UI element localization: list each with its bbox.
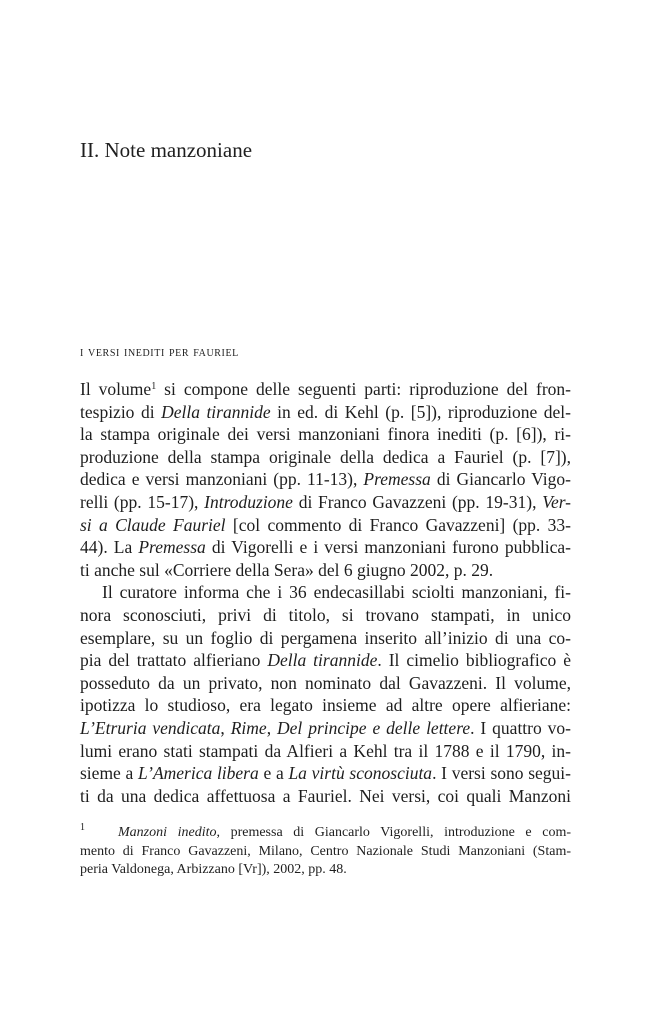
text-run: la stampa originale dei versi manzoniani finora inediti (p. [6]), ri- — [80, 424, 571, 445]
text-line — [80, 401, 571, 424]
italic-title: Premessa — [138, 537, 206, 558]
text-run: Il curatore informa che i 36 endecasillabi sciolti manzoniani, fi- — [102, 582, 571, 603]
text-run: ti da una dedica affettuosa a Fauriel. Nei versi, coi quali Manzoni — [80, 785, 571, 806]
footnote-reference: 1 — [151, 381, 157, 392]
text-run: in ed. di Kehl (p. [5]), riproduzione del- — [270, 401, 571, 422]
text-line — [80, 717, 571, 740]
text-run: Il volume — [80, 379, 152, 399]
italic-title: L’America libera — [138, 763, 259, 784]
text-run: , premessa di Giancarlo Vigorelli, introduzione e com- — [216, 825, 571, 840]
text-line — [80, 694, 571, 717]
footnote-line — [80, 843, 571, 862]
text-line — [80, 423, 571, 446]
text-run: posseduto da un privato, non nominato dal Gavazzeni. Il volume, — [80, 672, 571, 693]
text-run: , — [220, 717, 231, 738]
text-run: e a — [258, 763, 289, 784]
text-line — [80, 581, 571, 604]
text-line — [80, 785, 571, 808]
text-line — [80, 468, 571, 491]
text-run: peria Valdonega, Arbizzano [Vr]), 2002, pp. 48. — [80, 862, 347, 877]
text-line — [80, 559, 571, 582]
paragraph — [80, 378, 571, 581]
text-line — [80, 378, 571, 401]
text-line — [80, 536, 571, 559]
text-line — [80, 604, 571, 627]
italic-title: si a Claude Fauriel — [80, 514, 226, 535]
text-run: mento di Franco Gavazzeni, Milano, Centro Nazionale Studi Manzoniani (Stam- — [80, 843, 571, 859]
paragraph — [80, 581, 571, 807]
italic-title: L’Etruria vendicata — [80, 717, 221, 738]
text-line — [80, 446, 571, 469]
text-run: di Giancarlo Vigo- — [430, 469, 571, 490]
text-line — [80, 672, 571, 695]
text-run: ti anche sul «Corriere della Sera» del 6 giugno 2002, p. 29. — [80, 559, 494, 580]
text-run: ipotizza lo studioso, era legato insieme ad altre opere alfieriane: — [80, 695, 571, 716]
text-run: lumi erano stati stampati da Alfieri a Kehl tra il 1788 e il 1790, in- — [80, 740, 571, 761]
italic-title: La virtù sconosciuta — [288, 763, 433, 784]
text-run: . Il cimelio bibliografico è — [377, 650, 571, 671]
footnote-line — [80, 824, 571, 843]
text-run: di Vigorelli e i versi manzoniani furono pubblica- — [205, 537, 571, 558]
text-run: relli (pp. 15-17), — [80, 491, 205, 512]
text-run: nora sconosciuti, privi di titolo, si trovano stampati, in unico — [80, 604, 571, 625]
chapter-title — [80, 140, 252, 161]
footnote — [80, 824, 571, 880]
text-line — [80, 762, 571, 785]
text-line — [80, 491, 571, 514]
text-run: di Franco Gavazzeni (pp. 19-31), — [292, 491, 543, 512]
italic-title: Introduzione — [204, 491, 293, 512]
section-heading: i versi inediti per fauriel — [80, 345, 239, 360]
text-run: dedica e versi manzoniani (pp. 11-13), — [80, 469, 364, 490]
text-run: [col commento di Franco Gavazzeni] (pp. 33- — [225, 514, 571, 535]
italic-title: Del principe e delle lettere — [277, 717, 471, 738]
italic-title: Ver- — [542, 491, 572, 512]
text-run: esemplare, su un foglio di pergamena inserito all’inizio di una co- — [80, 627, 571, 648]
text-run: . I versi sono segui- — [432, 763, 571, 784]
text-run: , — [266, 717, 277, 738]
text-run: 44). La — [80, 537, 139, 558]
italic-title: Rime — [230, 717, 267, 738]
italic-title: Della tirannide — [267, 650, 378, 671]
text-line — [80, 649, 571, 672]
body-text — [80, 378, 571, 807]
chapter-number: II. — [80, 138, 100, 162]
italic-title: Della tirannide — [161, 401, 271, 422]
text-run: si compone delle seguenti parti: riproduzione del fron- — [156, 379, 572, 399]
text-run: pia del trattato alfieriano — [80, 650, 268, 671]
italic-title: Manzoni inedito — [118, 825, 217, 840]
italic-title: Premessa — [363, 469, 431, 490]
text-line — [80, 740, 571, 763]
text-line — [80, 627, 571, 650]
text-run: . I quattro vo- — [470, 717, 572, 738]
text-line — [80, 514, 571, 537]
footnote-number: 1 — [80, 822, 85, 833]
text-run: sieme a — [80, 763, 139, 784]
text-run: tespizio di — [80, 401, 162, 422]
chapter-title-text: Note manzoniane — [104, 138, 253, 162]
footnote-line — [80, 861, 571, 880]
text-run: produzione della stampa originale della dedica a Fauriel (p. [7]), — [80, 446, 571, 467]
